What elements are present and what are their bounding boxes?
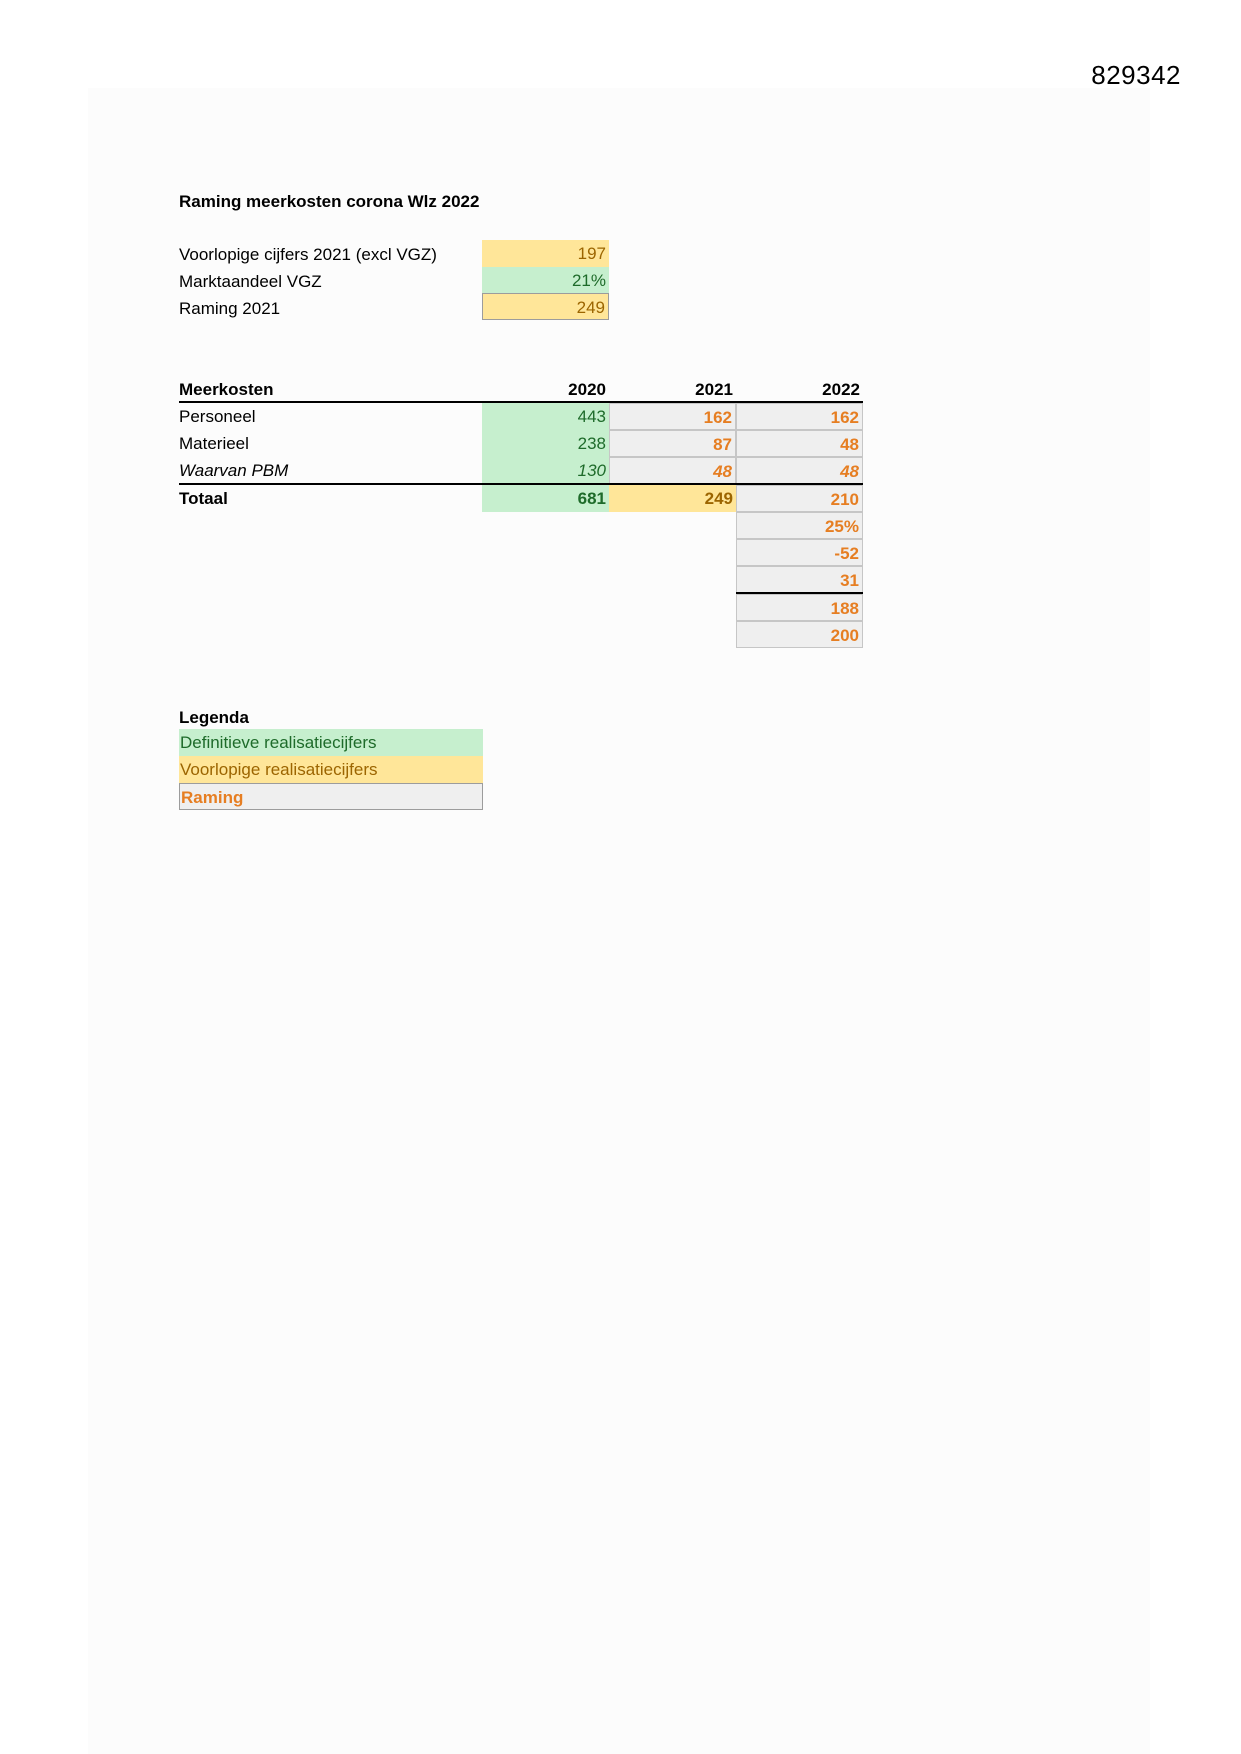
- cell-materieel-2020: 238: [482, 430, 609, 457]
- input-label-voorlopige: Voorlopige cijfers 2021 (excl VGZ): [179, 245, 437, 264]
- input-label-marktaandeel: Marktaandeel VGZ: [179, 272, 322, 291]
- cell-pbm-2020: 130: [482, 457, 609, 484]
- cell-totaal-2021: 249: [609, 485, 736, 512]
- table-header-2022: 2022: [822, 380, 860, 399]
- cell-2022-extra-3: 31: [736, 566, 863, 593]
- document-number: 829342: [1091, 60, 1181, 90]
- cell-2022-extra-4: 188: [736, 594, 863, 621]
- legend-item-definitive: Definitieve realisatiecijfers: [179, 729, 483, 756]
- cell-materieel-2021: 87: [609, 430, 736, 457]
- legend-item-provisional: Voorlopige realisatiecijfers: [179, 756, 483, 783]
- cell-pbm-2021: 48: [609, 457, 736, 484]
- cell-materieel-2022: 48: [736, 430, 863, 457]
- row-label-materieel: Materieel: [179, 434, 249, 453]
- cell-totaal-2022: 210: [736, 485, 863, 512]
- cell-totaal-2020: 681: [482, 485, 609, 512]
- cell-2022-extra-1: 25%: [736, 512, 863, 539]
- cell-2022-extra-5: 200: [736, 621, 863, 648]
- input-label-raming: Raming 2021: [179, 299, 281, 318]
- table-header-label: Meerkosten: [179, 380, 274, 399]
- cell-personeel-2021: 162: [609, 403, 736, 430]
- row-label-personeel: Personeel: [179, 407, 256, 426]
- legend-title: Legenda: [179, 708, 249, 727]
- table-header-2020: 2020: [568, 380, 606, 399]
- row-label-pbm: Waarvan PBM: [179, 461, 289, 480]
- input-value-raming: 249: [482, 293, 609, 320]
- input-value-voorlopige: 197: [482, 240, 609, 267]
- legend-item-estimate: Raming: [179, 783, 483, 810]
- cell-pbm-2022: 48: [736, 457, 863, 484]
- cell-2022-extra-2: -52: [736, 539, 863, 566]
- page-background: [88, 88, 1150, 1754]
- cell-personeel-2020: 443: [482, 403, 609, 430]
- table-header-2021: 2021: [695, 380, 733, 399]
- row-label-totaal: Totaal: [179, 489, 228, 508]
- cell-personeel-2022: 162: [736, 403, 863, 430]
- input-value-marktaandeel: 21%: [482, 267, 609, 294]
- sheet-title: Raming meerkosten corona Wlz 2022: [179, 192, 480, 211]
